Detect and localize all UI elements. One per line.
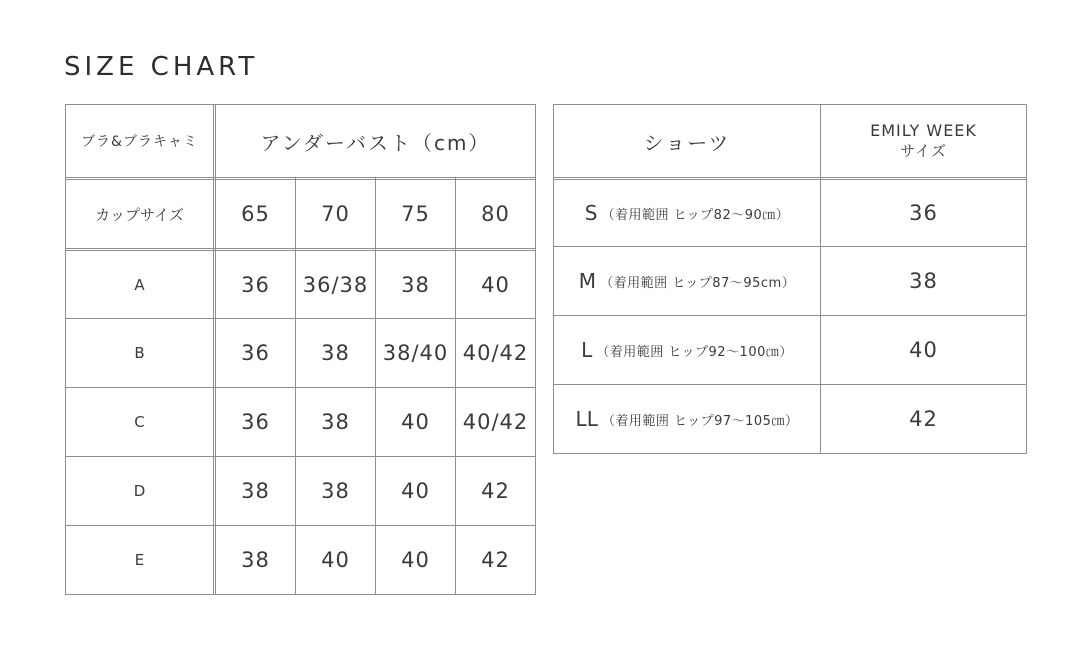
bra-corner-label: ブラ&ブラキャミ (81, 134, 198, 150)
hip-range: （着用範囲 ヒップ82〜90㎝） (601, 207, 790, 223)
table-cell: 40/42 (462, 341, 529, 365)
size-letter: L (581, 338, 593, 362)
underbust-size: 70 (321, 202, 350, 226)
table-cell: 38 (241, 548, 270, 572)
table-cell: 40 (401, 410, 430, 434)
table-cell: 36 (241, 272, 270, 297)
underbust-size: 75 (401, 202, 430, 226)
table-border (65, 594, 536, 595)
cup-label: C (134, 413, 145, 431)
table-border (535, 104, 536, 595)
table-cell: 40 (401, 479, 430, 503)
page-title: SIZE CHART (64, 52, 259, 82)
underbust-size: 65 (241, 202, 270, 226)
shorts-size-label (554, 247, 820, 315)
table-cell: 38/40 (382, 341, 449, 365)
size-letter: LL (575, 407, 598, 431)
table-cell: 36/38 (302, 272, 369, 297)
table-cell: 38 (321, 341, 350, 365)
shorts-size-value: 36 (909, 201, 938, 225)
table-cell: 40 (481, 272, 510, 297)
table-cell: 38 (401, 272, 430, 297)
table-cell: 38 (241, 479, 270, 503)
table-border (553, 453, 1027, 454)
underbust-size: 80 (481, 202, 510, 226)
size-header-line1: EMILY WEEK (870, 120, 977, 140)
cup-label: D (133, 482, 146, 500)
shorts-size-value: 42 (909, 407, 938, 431)
table-cell: 36 (241, 410, 270, 434)
shorts-size-label (554, 316, 820, 384)
hip-range: （着用範囲 ヒップ92〜100㎝） (596, 344, 793, 360)
size-letter: S (584, 201, 598, 225)
cup-label: A (134, 275, 145, 294)
table-cell: 38 (321, 410, 350, 434)
table-cell: 36 (241, 341, 270, 365)
cup-label: B (134, 344, 145, 362)
shorts-size-label (554, 180, 820, 246)
cup-label: E (134, 551, 145, 569)
table-border (1026, 104, 1027, 454)
shorts-size-value: 38 (909, 269, 938, 293)
table-cell: 42 (481, 479, 510, 503)
shorts-header: ショーツ (643, 130, 731, 155)
table-cell: 40 (321, 548, 350, 572)
table-cell: 40/42 (462, 410, 529, 434)
shorts-size-value: 40 (909, 338, 938, 362)
size-letter: M (578, 269, 597, 293)
table-cell: 38 (321, 479, 350, 503)
size-header-line2: サイズ (900, 141, 947, 160)
underbust-header: アンダーバスト（cm） (260, 130, 491, 155)
hip-range: （着用範囲 ヒップ87〜95cm） (600, 275, 796, 291)
table-cell: 40 (401, 548, 430, 572)
table-cell: 42 (481, 548, 510, 572)
emily-week-size-header (821, 105, 1026, 177)
shorts-size-label (554, 385, 820, 453)
cup-size-label: カップサイズ (95, 205, 184, 224)
hip-range: （着用範囲 ヒップ97〜105㎝） (601, 413, 799, 429)
